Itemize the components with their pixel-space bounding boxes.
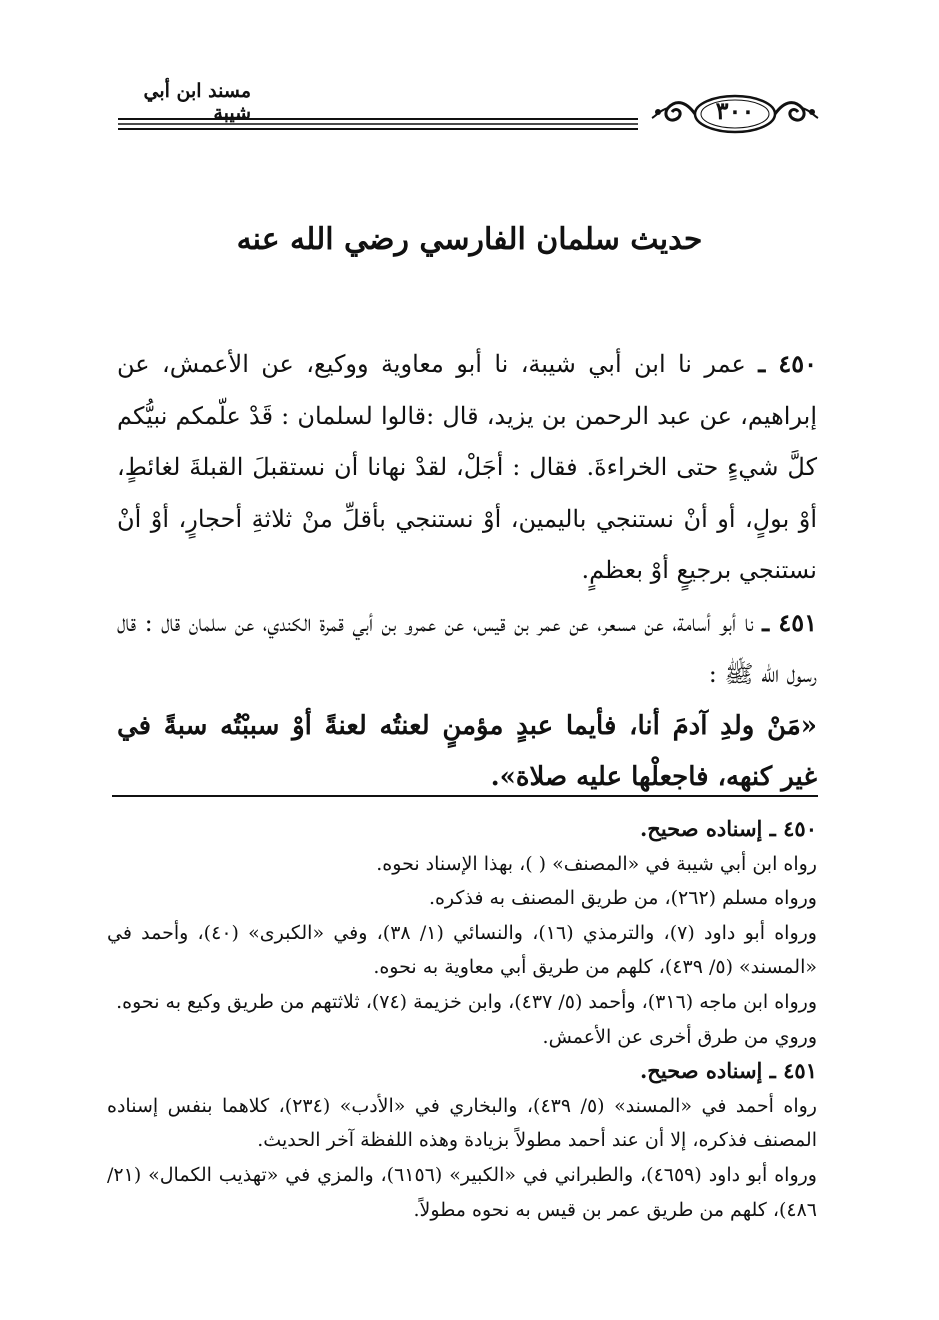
- hadith-text: نا أبو أسامة، عن مسعر، عن عمر بن قيس، عن عمرو بن أبي قمرة الكندي، عن سلمان قال : قال رسول الله ﷺ :: [117, 608, 817, 688]
- footnote-line: ورواه ابن ماجه (٣١٦)، وأحمد (٥/ ٤٣٧)، وابن خزيمة (٧٤)، ثلاثتهم من طريق وكيع به نحوه.: [116, 990, 817, 1013]
- footnote-line: ورواه أبو داود (٧)، والترمذي (١٦)، والنسائي (١/ ٣٨)، وفي «الكبرى» (٤٠)، وأحمد في «المسند» (٥/ ٤٣٩)، كلهم من طريق أبي معاوية به نحوه.: [107, 921, 817, 979]
- hadith-number: ٤٥١ ـ: [762, 607, 817, 637]
- footnote-line: رواه ابن أبي شيبة في «المصنف» ( )، بهذا الإسناد نحوه.: [376, 852, 817, 875]
- page-number: ٣٠٠: [715, 96, 755, 125]
- hadith-number: ٤٥٠ ـ: [758, 349, 817, 378]
- footnote-line: ورواه أبو داود (٤٦٥٩)، والطبراني في «الكبير» (٦١٥٦)، والمزي في «تهذيب الكمال» (٢١/ ٤٨٦)، كلهم من طريق عمر بن قيس به نحوه مطولاً.: [107, 1163, 817, 1221]
- footnotes: [107, 812, 817, 1227]
- section-title: حديث سلمان الفارسي رضي الله عنه: [236, 222, 703, 257]
- footnote-line: ورواه مسلم (٢٦٢)، من طريق المصنف به فذكره.: [428, 887, 817, 910]
- header-rule: [118, 116, 638, 134]
- footnote-line: وروي من طرق أخرى عن الأعمش.: [542, 1025, 817, 1048]
- footnote-heading: ٤٥١ ـ إسناده صحيح.: [639, 1058, 817, 1084]
- hadith-quote: «مَنْ ولدِ آدمَ أنا، فأيما عبدٍ مؤمنٍ لعنتُه لعنةً أوْ سببْتُه سبةً في غير كنهه، فاجعلْها عليه صلاة».: [117, 710, 817, 792]
- footnote-divider: [112, 795, 818, 797]
- hadith-451: [117, 597, 817, 701]
- hadith-450: [117, 338, 817, 597]
- running-head: مسند ابن أبي شيبة: [143, 80, 251, 124]
- footnote-line: رواه أحمد في «المسند» (٥/ ٤٣٩)، والبخاري في «الأدب» (٢٣٤)، كلاهما بنفس إسناده المصنف فذكره، إلا أن عند أحمد مطولاً بزيادة وهذه اللفظة آخر الحديث.: [107, 1094, 817, 1152]
- footnote-heading: ٤٥٠ ـ إسناده صحيح.: [639, 816, 817, 841]
- main-text: [117, 338, 817, 804]
- hadith-text: عمر نا ابن أبي شيبة، نا أبو معاوية ووكيع، عن الأعمش، عن إبراهيم، عن عبد الرحمن بن يزيد، قال :قالوا لسلمان : قَدْ علّمكم نبيُّكم كلَّ شيءٍ حتى الخراءةَ. فقال : أجَلْ، لقدْ نهانا أن نستقبلَ القبلةَ لغائطٍ، أوْ بولٍ، أو أنْ نستنجي باليمين، أوْ نستنجي بأقلِّ منْ ثلاثةِ أحجارٍ، أوْ أنْ نستنجي برجيعٍ أوْ بعظمٍ.: [117, 350, 817, 584]
